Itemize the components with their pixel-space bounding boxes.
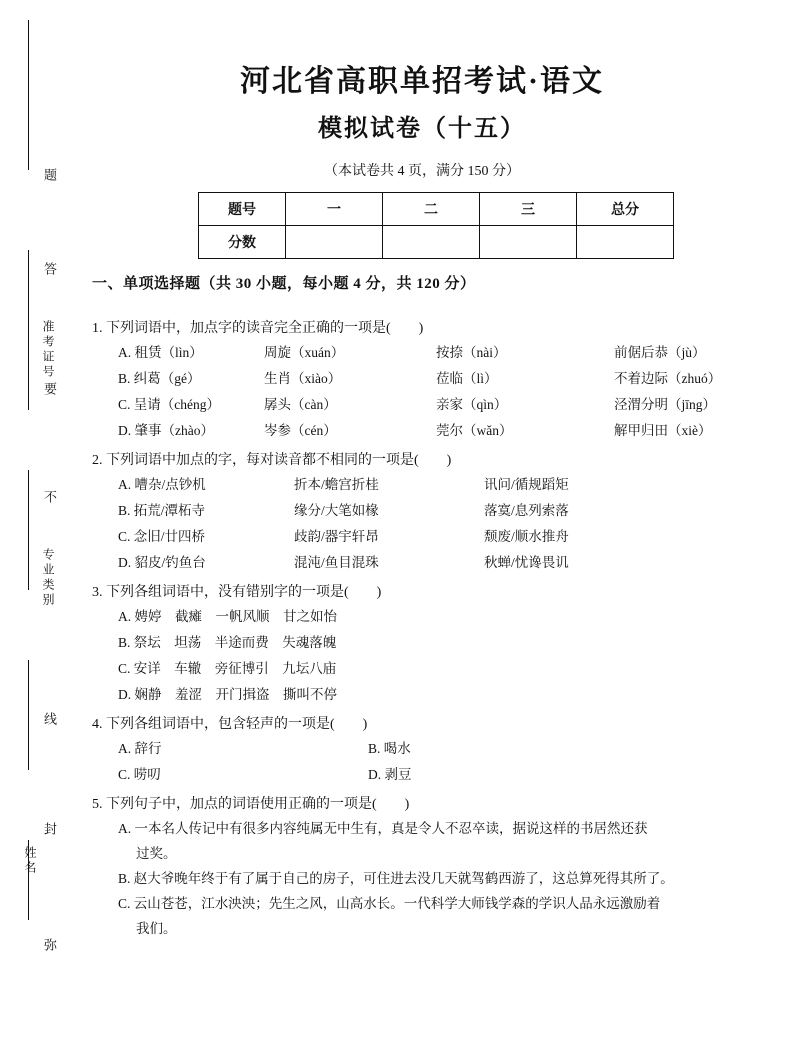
option-b: B. 喝水: [368, 741, 411, 756]
margin-rule-2: [28, 250, 29, 410]
option-b3: 落寞/息列索落: [484, 503, 569, 518]
option-d3: 莞尔（wǎn）: [436, 423, 513, 438]
score-table: [198, 192, 674, 259]
option-d: D. 貂皮/钓鱼台: [118, 555, 206, 570]
option-d4: 解甲归田（xiè）: [614, 423, 712, 438]
score-cell-2: [480, 226, 577, 259]
margin-rule-3: [28, 470, 29, 590]
option-c3: 颓废/顺水推舟: [484, 529, 569, 544]
option-row: [92, 498, 764, 524]
margin-label-2: 准考证号: [41, 320, 55, 380]
option-c: [92, 891, 764, 941]
margin-label-7: 封: [42, 822, 57, 839]
score-table-row-label-1: 分数: [199, 226, 286, 259]
option-row: [92, 366, 764, 392]
question-stem: [92, 450, 764, 472]
option-c: C. 念旧/廿四桥: [118, 529, 206, 544]
option-row: [92, 392, 764, 418]
question-5: [92, 794, 764, 941]
margin-label-0: 题: [42, 168, 57, 185]
option-b: B. 祭坛 坦荡 半途而费 失魂落魄: [118, 635, 337, 650]
option-c3: 亲家（qìn）: [436, 397, 508, 412]
option-c: C. 唠叨: [118, 767, 161, 782]
option-d: D. 肇事（zhào）: [118, 423, 214, 438]
option-c2: 孱头（càn）: [264, 397, 337, 412]
option-row: [92, 524, 764, 550]
margin-label-6: 线: [42, 712, 57, 729]
option-b2: 生肖（xiào）: [264, 371, 342, 386]
option-c-line1: C. 云山苍苍，江水泱泱；先生之风，山高水长。一代科学大师钱学森的学识人品永远激励着: [118, 896, 661, 911]
option-a: A. 娉婷 截瘫 一帆风顺 甘之如怡: [118, 609, 337, 624]
left-margin-strip: [0, 0, 72, 1040]
option-a3: 讯问/循规蹈矩: [484, 477, 569, 492]
question-3: [92, 582, 764, 708]
score-cell-0: [286, 226, 383, 259]
margin-label-8: 姓名: [23, 846, 37, 876]
option-d: D. 娴静 羞涩 开门揖盗 撕叫不停: [118, 687, 337, 702]
score-cell-1: [383, 226, 480, 259]
table-row: [199, 193, 674, 226]
question-number: 3.: [92, 585, 103, 600]
option-d3: 秋蝉/忧谗畏讥: [484, 555, 569, 570]
exam-note: （本试卷共 4 页，满分 150 分）: [324, 164, 520, 179]
option-c: C. 安详 车辙 旁征博引 九坛八庙: [118, 661, 337, 676]
question-list: [92, 318, 764, 947]
option-a: [92, 816, 764, 866]
score-table-col-2: 三: [480, 193, 577, 226]
margin-label-1: 答: [42, 262, 57, 279]
option-b: B. 纠葛（gé）: [118, 371, 201, 386]
option-a: A. 租赁（lìn）: [118, 345, 203, 360]
score-table-col-1: 二: [383, 193, 480, 226]
option-d: D. 剥豆: [368, 767, 412, 782]
option-a: A. 辞行: [118, 741, 162, 756]
margin-label-5: 专业类别: [41, 548, 55, 608]
table-row: [199, 226, 674, 259]
option-a3: 按捺（nài）: [436, 345, 507, 360]
option-row: [92, 550, 764, 576]
option-a4: 前倨后恭（jù）: [614, 345, 706, 360]
page-subtitle: 模拟试卷（十五）: [318, 116, 526, 142]
option-b2: 缘分/大笔如椽: [294, 503, 379, 518]
option-b: B. 拓荒/潭柘寺: [118, 503, 206, 518]
question-text: 下列句子中，加点的词语使用正确的一项是( ): [106, 797, 410, 812]
question-number: 1.: [92, 321, 103, 336]
option-row: [92, 418, 764, 444]
option-a2: 折本/蟾宫折桂: [294, 477, 379, 492]
option-b-line1: B. 赵大爷晚年终于有了属于自己的房子，可住进去没几天就驾鹤西游了，这总算死得其所了。: [118, 871, 674, 886]
margin-label-9: 弥: [42, 938, 57, 955]
score-table-row-label-0: 题号: [199, 193, 286, 226]
option-a-line1: A. 一本名人传记中有很多内容纯属无中生有，真是令人不忍卒读，据说这样的书居然还获: [118, 821, 648, 836]
option-row: [92, 736, 764, 762]
question-2: [92, 450, 764, 576]
margin-label-4: 不: [42, 490, 57, 507]
question-text: 下列词语中，加点字的读音完全正确的一项是( ): [106, 321, 424, 336]
option-row: [92, 472, 764, 498]
option-c4: 泾渭分明（jīng）: [614, 397, 717, 412]
question-stem: [92, 794, 764, 816]
question-stem: [92, 318, 764, 340]
question-4: [92, 714, 764, 788]
option-c: C. 呈请（chéng）: [118, 397, 220, 412]
option-b4: 不着边际（zhuó）: [614, 371, 722, 386]
question-number: 2.: [92, 453, 103, 468]
question-text: 下列各组词语中，没有错别字的一项是( ): [106, 585, 382, 600]
option-c2: 歧韵/器宇轩昂: [294, 529, 379, 544]
question-1: [92, 318, 764, 444]
option-row: [92, 762, 764, 788]
option-b: [92, 866, 764, 891]
score-table-col-0: 一: [286, 193, 383, 226]
question-stem: [92, 582, 764, 604]
score-table-col-3: 总分: [577, 193, 674, 226]
option-d2: 岑参（cén）: [264, 423, 337, 438]
option-a: A. 嘈杂/点钞机: [118, 477, 206, 492]
margin-label-3: 要: [42, 382, 57, 399]
option-row: [92, 340, 764, 366]
question-number: 5.: [92, 797, 103, 812]
margin-rule-top: [28, 20, 29, 170]
option-b3: 莅临（lì）: [436, 371, 498, 386]
question-text: 下列各组词语中，包含轻声的一项是( ): [106, 717, 368, 732]
question-stem: [92, 714, 764, 736]
margin-rule-4: [28, 660, 29, 770]
option-a2: 周旋（xuán）: [264, 345, 345, 360]
option-c-line2: 我们。: [136, 921, 177, 936]
page-title: 河北省高职单招考试·语文: [239, 65, 604, 98]
section-title: 一、单项选择题（共 30 小题，每小题 4 分，共 120 分）: [92, 276, 476, 292]
question-text: 下列词语中加点的字，每对读音都不相同的一项是( ): [106, 453, 452, 468]
score-cell-3: [577, 226, 674, 259]
question-number: 4.: [92, 717, 103, 732]
option-d2: 混沌/鱼目混珠: [294, 555, 379, 570]
option-a-line2: 过奖。: [136, 846, 177, 861]
